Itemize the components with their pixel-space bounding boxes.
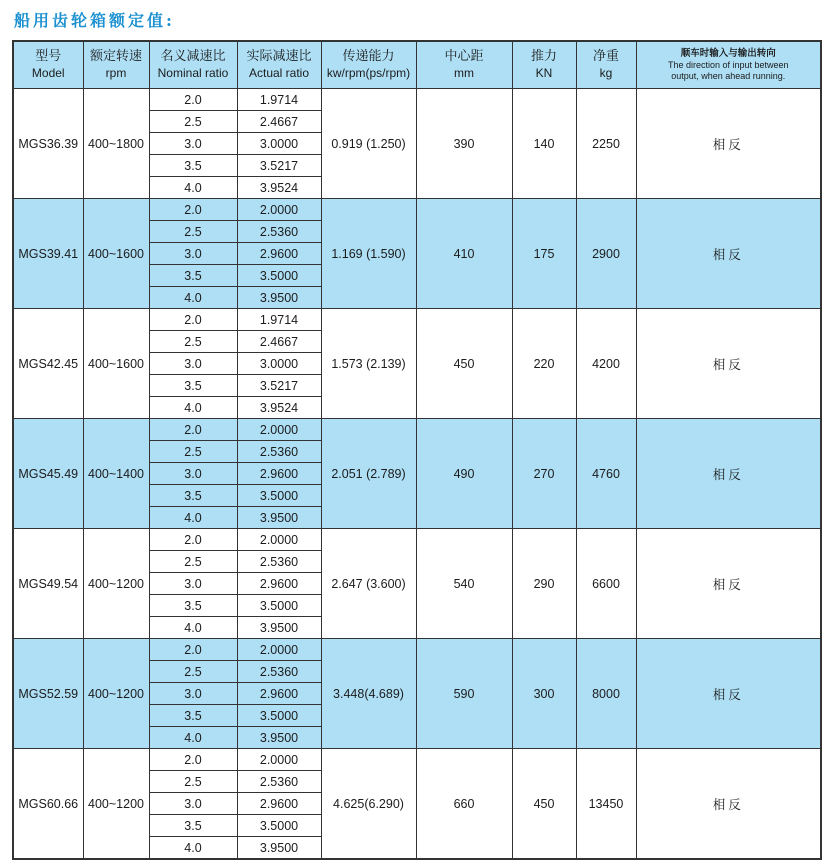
actual-ratio-cell: 3.5217 [237, 375, 321, 397]
col-header-model-en: Model [31, 65, 65, 80]
col-header-model [13, 41, 83, 89]
center-distance-cell: 660 [416, 749, 512, 860]
table-row [13, 419, 821, 441]
thrust-cell: 175 [512, 199, 576, 309]
nominal-ratio-cell: 3.0 [149, 353, 237, 375]
nominal-ratio-cell: 3.5 [149, 595, 237, 617]
col-header-direction-en2: output, when ahead running. [671, 71, 786, 82]
table-row [13, 89, 821, 111]
actual-ratio-cell: 2.9600 [237, 243, 321, 265]
col-header-capacity-en: kw/rpm(ps/rpm) [326, 65, 411, 80]
nominal-ratio-cell: 2.5 [149, 221, 237, 243]
actual-ratio-cell: 3.9500 [237, 287, 321, 309]
weight-cell: 4200 [576, 309, 636, 419]
speed-cell: 400~1800 [83, 89, 149, 199]
center-distance-cell: 490 [416, 419, 512, 529]
thrust-cell: 290 [512, 529, 576, 639]
actual-ratio-cell: 2.9600 [237, 683, 321, 705]
actual-ratio-cell: 3.9524 [237, 177, 321, 199]
nominal-ratio-cell: 2.5 [149, 331, 237, 353]
page-title: 船用齿轮箱额定值: [14, 11, 175, 30]
actual-ratio-cell: 2.5360 [237, 441, 321, 463]
weight-cell: 2250 [576, 89, 636, 199]
direction-cell: 相反 [636, 749, 821, 860]
thrust-cell: 300 [512, 639, 576, 749]
col-header-model-zh: 型号 [35, 49, 62, 65]
nominal-ratio-cell: 3.5 [149, 815, 237, 837]
model-cell: MGS45.49 [13, 419, 83, 529]
col-header-nominal-zh: 名义减速比 [160, 49, 226, 65]
actual-ratio-cell: 2.9600 [237, 793, 321, 815]
direction-cell: 相反 [636, 199, 821, 309]
nominal-ratio-cell: 2.0 [149, 419, 237, 441]
actual-ratio-cell: 3.9500 [237, 617, 321, 639]
capacity-cell: 0.919 (1.250) [321, 89, 416, 199]
speed-cell: 400~1600 [83, 199, 149, 309]
nominal-ratio-cell: 4.0 [149, 617, 237, 639]
thrust-cell: 450 [512, 749, 576, 860]
capacity-cell: 1.573 (2.139) [321, 309, 416, 419]
col-header-actual-zh: 实际减速比 [246, 49, 312, 65]
col-header-capacity-zh: 传递能力 [342, 49, 395, 65]
nominal-ratio-cell: 3.5 [149, 705, 237, 727]
actual-ratio-cell: 2.4667 [237, 111, 321, 133]
speed-cell: 400~1400 [83, 419, 149, 529]
col-header-center-zh: 中心距 [444, 49, 484, 65]
actual-ratio-cell: 1.9714 [237, 89, 321, 111]
col-header-weight [576, 41, 636, 89]
thrust-cell: 270 [512, 419, 576, 529]
actual-ratio-cell: 2.0000 [237, 419, 321, 441]
nominal-ratio-cell: 3.0 [149, 683, 237, 705]
col-header-thrust [512, 41, 576, 89]
model-cell: MGS60.66 [13, 749, 83, 860]
direction-cell: 相反 [636, 419, 821, 529]
nominal-ratio-cell: 4.0 [149, 507, 237, 529]
capacity-cell: 4.625(6.290) [321, 749, 416, 860]
col-header-nominal-en: Nominal ratio [157, 65, 229, 80]
table-row [13, 529, 821, 551]
table-row [13, 309, 821, 331]
actual-ratio-cell: 3.9500 [237, 727, 321, 749]
col-header-capacity [321, 41, 416, 89]
actual-ratio-cell: 2.0000 [237, 639, 321, 661]
capacity-cell: 2.647 (3.600) [321, 529, 416, 639]
col-header-direction-en1: The direction of input between [667, 59, 789, 70]
actual-ratio-cell: 2.5360 [237, 221, 321, 243]
nominal-ratio-cell: 4.0 [149, 727, 237, 749]
nominal-ratio-cell: 3.0 [149, 133, 237, 155]
actual-ratio-cell: 3.5217 [237, 155, 321, 177]
actual-ratio-cell: 3.9524 [237, 397, 321, 419]
speed-cell: 400~1600 [83, 309, 149, 419]
nominal-ratio-cell: 3.5 [149, 265, 237, 287]
model-cell: MGS49.54 [13, 529, 83, 639]
table-row [13, 199, 821, 221]
direction-cell: 相反 [636, 639, 821, 749]
actual-ratio-cell: 2.9600 [237, 573, 321, 595]
col-header-center-distance [416, 41, 512, 89]
col-header-speed-zh: 额定转速 [89, 49, 142, 65]
col-header-speed-en: rpm [105, 65, 127, 80]
center-distance-cell: 450 [416, 309, 512, 419]
model-cell: MGS36.39 [13, 89, 83, 199]
table-row [13, 749, 821, 771]
model-cell: MGS39.41 [13, 199, 83, 309]
speed-cell: 400~1200 [83, 639, 149, 749]
center-distance-cell: 390 [416, 89, 512, 199]
col-header-thrust-en: KN [535, 65, 553, 80]
actual-ratio-cell: 3.5000 [237, 705, 321, 727]
center-distance-cell: 540 [416, 529, 512, 639]
col-header-nominal-ratio [149, 41, 237, 89]
actual-ratio-cell: 2.9600 [237, 463, 321, 485]
capacity-cell: 1.169 (1.590) [321, 199, 416, 309]
actual-ratio-cell: 2.0000 [237, 529, 321, 551]
col-header-actual-en: Actual ratio [248, 65, 310, 80]
col-header-thrust-zh: 推力 [530, 49, 557, 65]
actual-ratio-cell: 2.5360 [237, 661, 321, 683]
actual-ratio-cell: 3.5000 [237, 485, 321, 507]
center-distance-cell: 410 [416, 199, 512, 309]
nominal-ratio-cell: 3.0 [149, 243, 237, 265]
nominal-ratio-cell: 3.5 [149, 155, 237, 177]
col-header-weight-en: kg [599, 65, 613, 80]
capacity-cell: 2.051 (2.789) [321, 419, 416, 529]
actual-ratio-cell: 2.4667 [237, 331, 321, 353]
weight-cell: 2900 [576, 199, 636, 309]
weight-cell: 4760 [576, 419, 636, 529]
gear-table-body [13, 89, 821, 860]
weight-cell: 6600 [576, 529, 636, 639]
col-header-weight-zh: 净重 [592, 49, 619, 65]
actual-ratio-cell: 2.5360 [237, 771, 321, 793]
nominal-ratio-cell: 2.5 [149, 771, 237, 793]
weight-cell: 8000 [576, 639, 636, 749]
nominal-ratio-cell: 2.5 [149, 441, 237, 463]
col-header-speed [83, 41, 149, 89]
nominal-ratio-cell: 2.0 [149, 529, 237, 551]
col-header-actual-ratio [237, 41, 321, 89]
model-cell: MGS52.59 [13, 639, 83, 749]
col-header-direction-zh: 顺车时输入与输出转向 [680, 47, 776, 59]
gearbox-rating-table [12, 40, 822, 860]
actual-ratio-cell: 3.0000 [237, 353, 321, 375]
nominal-ratio-cell: 4.0 [149, 397, 237, 419]
col-header-direction [636, 41, 821, 89]
direction-cell: 相反 [636, 529, 821, 639]
actual-ratio-cell: 3.5000 [237, 265, 321, 287]
speed-cell: 400~1200 [83, 749, 149, 860]
nominal-ratio-cell: 3.0 [149, 793, 237, 815]
actual-ratio-cell: 3.5000 [237, 595, 321, 617]
nominal-ratio-cell: 3.5 [149, 375, 237, 397]
thrust-cell: 220 [512, 309, 576, 419]
actual-ratio-cell: 2.5360 [237, 551, 321, 573]
actual-ratio-cell: 3.5000 [237, 815, 321, 837]
direction-cell: 相反 [636, 309, 821, 419]
actual-ratio-cell: 2.0000 [237, 749, 321, 771]
direction-cell: 相反 [636, 89, 821, 199]
capacity-cell: 3.448(4.689) [321, 639, 416, 749]
nominal-ratio-cell: 2.0 [149, 309, 237, 331]
table-row [13, 639, 821, 661]
nominal-ratio-cell: 2.5 [149, 661, 237, 683]
nominal-ratio-cell: 2.0 [149, 89, 237, 111]
col-header-center-en: mm [454, 65, 474, 80]
nominal-ratio-cell: 3.0 [149, 573, 237, 595]
actual-ratio-cell: 2.0000 [237, 199, 321, 221]
speed-cell: 400~1200 [83, 529, 149, 639]
nominal-ratio-cell: 2.5 [149, 111, 237, 133]
actual-ratio-cell: 3.9500 [237, 507, 321, 529]
nominal-ratio-cell: 2.0 [149, 639, 237, 661]
model-cell: MGS42.45 [13, 309, 83, 419]
actual-ratio-cell: 3.9500 [237, 837, 321, 860]
nominal-ratio-cell: 3.0 [149, 463, 237, 485]
thrust-cell: 140 [512, 89, 576, 199]
actual-ratio-cell: 3.0000 [237, 133, 321, 155]
nominal-ratio-cell: 4.0 [149, 837, 237, 860]
weight-cell: 13450 [576, 749, 636, 860]
nominal-ratio-cell: 2.0 [149, 199, 237, 221]
header-row [13, 41, 821, 89]
nominal-ratio-cell: 4.0 [149, 177, 237, 199]
actual-ratio-cell: 1.9714 [237, 309, 321, 331]
nominal-ratio-cell: 4.0 [149, 287, 237, 309]
nominal-ratio-cell: 2.5 [149, 551, 237, 573]
nominal-ratio-cell: 3.5 [149, 485, 237, 507]
nominal-ratio-cell: 2.0 [149, 749, 237, 771]
center-distance-cell: 590 [416, 639, 512, 749]
